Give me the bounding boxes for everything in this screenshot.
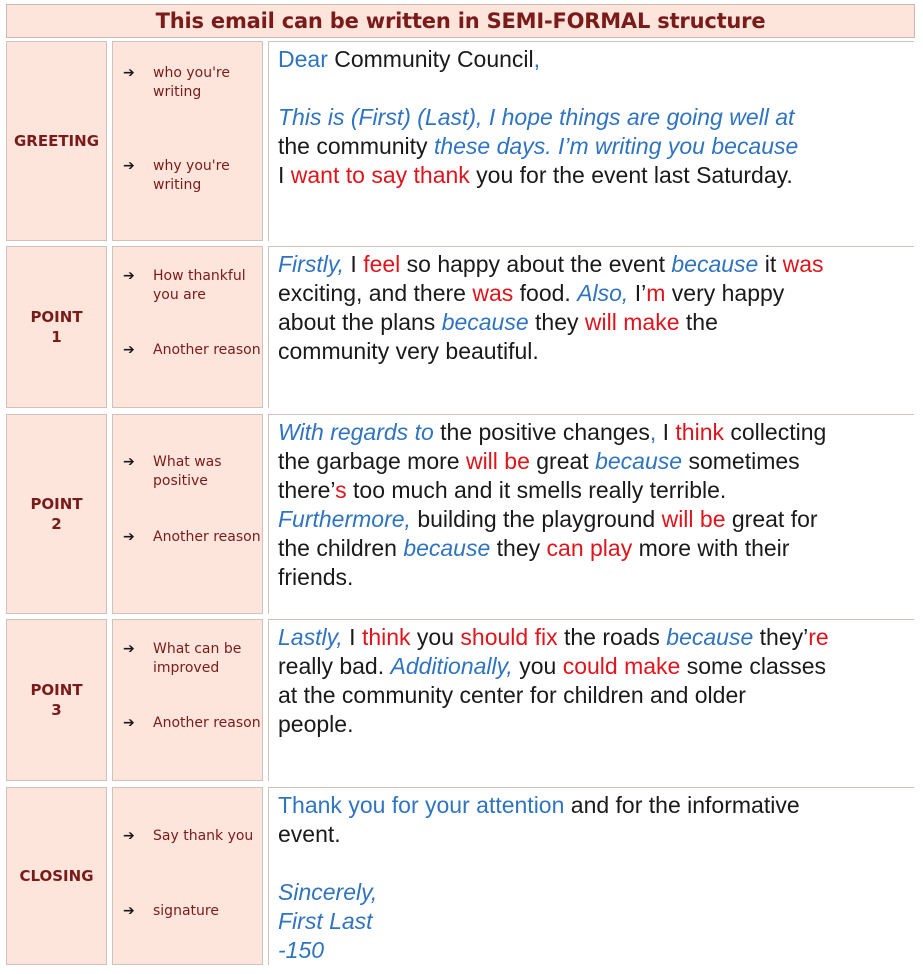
- point3-label: POINT 3: [6, 619, 107, 781]
- closing-prompts: [112, 787, 263, 965]
- point2-section: [6, 414, 914, 614]
- arrow-icon: ➔: [123, 65, 135, 81]
- arrow-icon: ➔: [123, 828, 135, 844]
- arrow-icon: ➔: [123, 158, 135, 174]
- point2-prompts: [112, 414, 263, 614]
- prompt-item: ➔ Another reason: [123, 715, 261, 731]
- prompt-item: ➔ why you're writing: [123, 158, 230, 193]
- prompt-item: ➔ What was positive: [123, 454, 222, 489]
- prompt-item: ➔ who you're writing: [123, 65, 230, 100]
- point1-label: POINT 1: [6, 246, 107, 408]
- closing-label: CLOSING: [6, 787, 107, 965]
- point3-body: Lastly, I think you should fix the roads because they’re really bad. Additionally, you could make some classes at the community center for children and older people.: [268, 619, 914, 781]
- greeting-section: [6, 41, 914, 241]
- arrow-icon: ➔: [123, 903, 135, 919]
- point1-body: Firstly, I feel so happy about the event because it was exciting, and there was food. Also, I’m very happy about the plans because they will make the community very beautiful.: [268, 246, 914, 408]
- point3-section: [6, 619, 914, 781]
- greeting-body: Dear Community Council, This is (First) (Last), I hope things are going well at the community these days. I’m writing you because I want to say thank you for the event last Saturday.: [268, 41, 914, 241]
- prompt-item: ➔ Say thank you: [123, 828, 254, 844]
- prompt-item: ➔ What can be improved: [123, 641, 242, 676]
- prompt-item: ➔ How thankful you are: [123, 268, 246, 303]
- prompt-item: ➔ Another reason: [123, 342, 261, 358]
- arrow-icon: ➔: [123, 529, 135, 545]
- prompt-item: ➔ signature: [123, 903, 219, 919]
- arrow-icon: ➔: [123, 454, 135, 470]
- arrow-icon: ➔: [123, 641, 135, 657]
- point2-body: With regards to the positive changes, I think collecting the garbage more will be great because sometimes there’s too much and it smells really terrible. Furthermore, building the playground will be great for the children because they can play more with their friends.: [268, 414, 914, 614]
- point3-prompts: [112, 619, 263, 781]
- arrow-icon: ➔: [123, 268, 135, 284]
- arrow-icon: ➔: [123, 342, 135, 358]
- page-title: This email can be written in SEMI-FORMAL structure: [6, 4, 915, 38]
- point1-section: [6, 246, 914, 408]
- closing-section: [6, 787, 914, 965]
- greeting-label: GREETING: [6, 41, 107, 241]
- point2-label: POINT 2: [6, 414, 107, 614]
- arrow-icon: ➔: [123, 715, 135, 731]
- closing-body: Thank you for your attention and for the informative event. Sincerely, First Last -150: [268, 787, 914, 965]
- prompt-item: ➔ Another reason: [123, 529, 261, 545]
- point1-prompts: [112, 246, 263, 408]
- greeting-prompts: [112, 41, 263, 241]
